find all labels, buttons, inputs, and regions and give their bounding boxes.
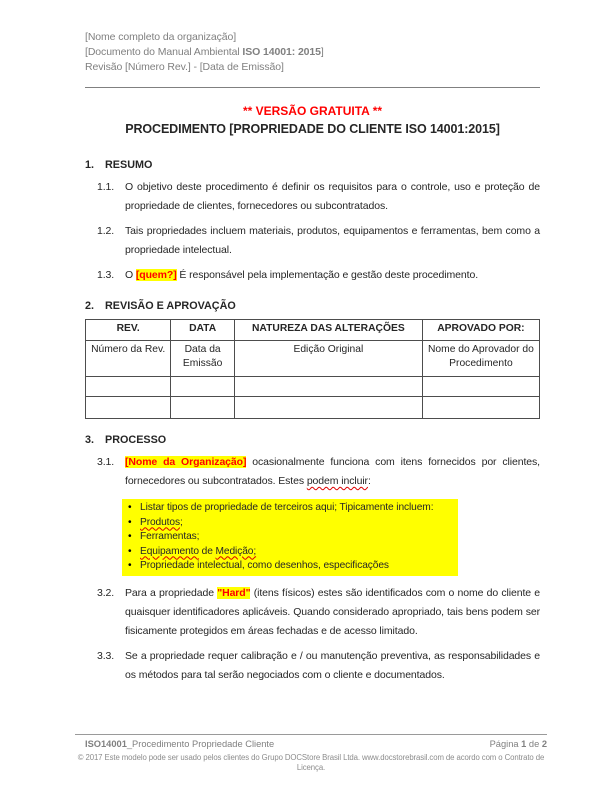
- bullet-text-misspelled: Produtos: [140, 516, 180, 528]
- header-revision-line: Revisão [Número Rev.] - [Data de Emissão]: [85, 61, 284, 73]
- item-3-1-misspelled: podem incluir: [306, 475, 368, 487]
- item-1-3-post: É responsável pela implementação e gestão deste procedimento.: [176, 269, 479, 281]
- bullet-text-misspelled: Equipamento: [140, 545, 199, 557]
- footer-page-of: de: [526, 739, 542, 749]
- header-doc-standard: ISO 14001: 2015: [242, 46, 321, 58]
- item-1-2: [85, 222, 540, 260]
- item-1-1-text: O objetivo deste procedimento é definir os requisitos para o controle, uso e proteção de propriedade de clientes, fornecedores ou subcontratados.: [125, 181, 540, 212]
- table-cell-empty: [86, 397, 171, 419]
- item-1-1: [85, 178, 540, 216]
- org-name-highlight: [Nome da Organização]: [125, 456, 247, 468]
- header-doc-line: [85, 45, 540, 60]
- footer-page-current: 1: [521, 739, 527, 749]
- item-1-3: [85, 266, 540, 285]
- item-3-1-number: 3.1.: [97, 456, 115, 468]
- item-3-2-number: 3.2.: [97, 586, 115, 599]
- section1-number: 1.: [85, 159, 95, 171]
- table-cell-empty: [86, 377, 171, 397]
- section3-heading: [85, 433, 540, 447]
- page-footer: [75, 734, 547, 773]
- highlighted-bullet-list: [122, 499, 458, 576]
- item-3-1-mid: ocasionalmente funciona com itens fornecidos por clientes, fornecedores ou subcontratados. Estes: [125, 456, 540, 487]
- item-3-2-pre: Para a propriedade: [125, 586, 218, 599]
- footer-divider: [75, 734, 547, 735]
- list-item: [122, 516, 458, 531]
- section1-heading: [85, 158, 540, 172]
- header-doc-suffix: ]: [320, 46, 324, 58]
- item-3-3-number: 3.3.: [97, 649, 115, 662]
- table-cell-empty: [234, 377, 422, 397]
- list-item: [122, 501, 458, 516]
- bullet-text: ;: [179, 516, 183, 528]
- table-cell-empty: [422, 377, 539, 397]
- item-3-1-end: :: [367, 475, 371, 487]
- table-header-data: DATA: [171, 320, 235, 341]
- header-divider: [85, 87, 540, 88]
- list-item: [122, 530, 458, 545]
- section3-title: PROCESSO: [105, 434, 167, 446]
- footer-page-indicator: [490, 738, 547, 750]
- table-cell-issue-date: Data da Emissão: [171, 341, 235, 377]
- item-1-2-text: Tais propriedades incluem materiais, produtos, equipamentos e ferramentas, bem como a propriedade intelectual.: [125, 225, 540, 256]
- footer-row: [75, 738, 547, 750]
- item-3-2-text: [125, 584, 540, 641]
- table-row: [86, 341, 540, 377]
- section2-heading: [85, 299, 540, 313]
- free-version-banner: ** VERSÃO GRATUITA **: [242, 104, 383, 118]
- section2-title: REVISÃO E APROVAÇÃO: [105, 300, 236, 312]
- item-3-3: [85, 647, 540, 685]
- document-title: PROCEDIMENTO [PROPRIEDADE DO CLIENTE ISO 14001:2015]: [125, 122, 500, 136]
- item-3-1: [85, 453, 540, 491]
- footer-doc-id: [85, 738, 274, 750]
- item-1-3-text: [125, 266, 540, 285]
- header-org-line: [Nome completo da organização]: [85, 31, 237, 43]
- hard-property-highlight: "Hard": [217, 586, 251, 599]
- table-cell-change-nature: Edição Original: [234, 341, 422, 377]
- section3-number: 3.: [85, 434, 95, 446]
- who-placeholder-highlight: [quem?]: [135, 269, 177, 281]
- footer-copyright: © 2017 Este modelo pode ser usado pelos clientes do Grupo DOCStore Brasil Ltda. www.docstorebrasil.com de acordo com o Contrato de Licença.: [77, 753, 545, 772]
- table-cell-empty: [171, 397, 235, 419]
- footer-page-label: Página: [489, 739, 522, 749]
- section2-number: 2.: [85, 300, 95, 312]
- bullet-text: de: [198, 545, 216, 557]
- table-row: [86, 377, 540, 397]
- item-1-3-number: 1.3.: [97, 269, 115, 281]
- page-header: [85, 30, 540, 75]
- table-cell-approver-name: Nome do Aprovador do Procedimento: [422, 341, 539, 377]
- footer-doc-id-code: ISO14001: [85, 739, 127, 749]
- table-cell-empty: [422, 397, 539, 419]
- table-header-aprovado: APROVADO POR:: [422, 320, 539, 341]
- table-header-natureza: NATUREZA DAS ALTERAÇÕES: [234, 320, 422, 341]
- table-header-rev: REV.: [86, 320, 171, 341]
- footer-page-total: 2: [541, 739, 547, 749]
- table-cell-empty: [234, 397, 422, 419]
- item-1-2-number: 1.2.: [97, 225, 115, 237]
- item-3-1-text: [125, 453, 540, 491]
- item-3-3-text: Se a propriedade requer calibração e / ou manutenção preventiva, as responsabilidades e os métodos para tal serão negociados com o cliente e documentados.: [125, 649, 540, 681]
- item-3-2: [85, 584, 540, 641]
- footer-doc-id-name: _Procedimento Propriedade Cliente: [126, 739, 275, 749]
- bullet-text: Listar tipos de propriedade de terceiros aqui; Tipicamente incluem:: [140, 502, 434, 513]
- revision-table: [85, 319, 540, 419]
- section1-title: RESUMO: [105, 159, 153, 171]
- list-item: [122, 545, 458, 560]
- table-cell-empty: [171, 377, 235, 397]
- list-item: [122, 559, 458, 574]
- table-cell-rev-number: Número da Rev.: [86, 341, 171, 377]
- item-3-2-post: (itens físicos) estes são identificados com o nome do cliente e quaisquer identificadores aplicáveis. Quando considerado apropriado, tais bens podem ser fisicamente protegidos em áreas fechadas e de acesso limitado.: [125, 586, 541, 637]
- item-1-3-pre: O: [125, 269, 136, 281]
- bullet-text: Ferramentas;: [140, 531, 200, 542]
- table-row: [86, 397, 540, 419]
- bullet-text-misspelled: Medição;: [215, 545, 257, 557]
- item-1-1-number: 1.1.: [97, 181, 115, 193]
- table-header-row: [86, 320, 540, 341]
- bullet-text: Propriedade intelectual, como desenhos, especificações: [140, 560, 389, 571]
- header-doc-prefix: [Documento do Manual Ambiental: [85, 46, 243, 58]
